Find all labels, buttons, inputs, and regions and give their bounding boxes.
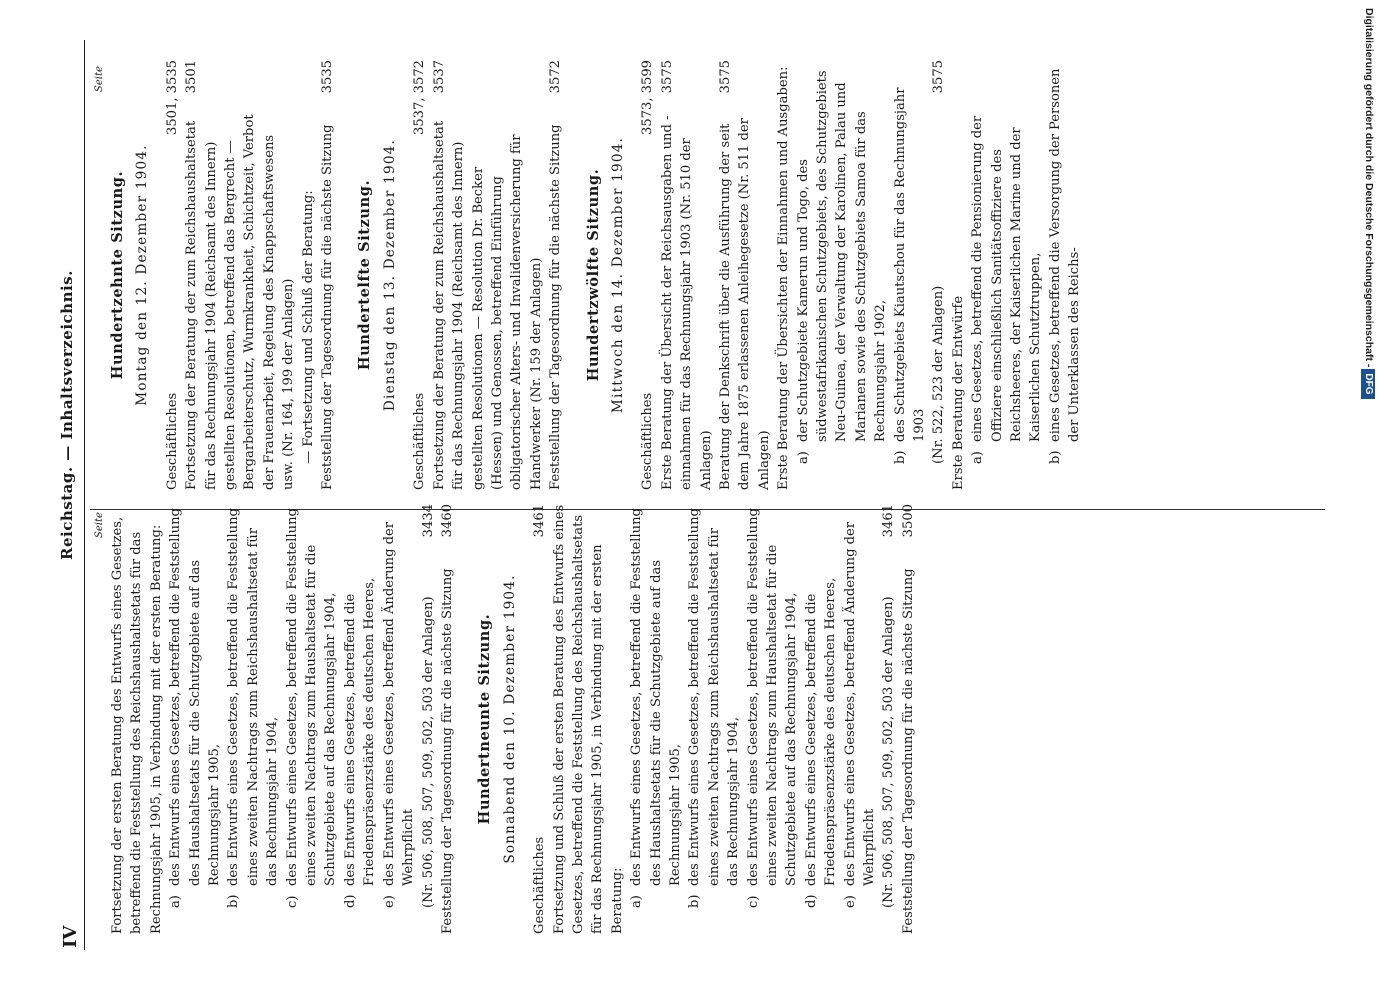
session-heading: Fortsetzung und Schluß der ersten Beratung des Entwurfs eines Gesetzes, betreffend die Feststellung des Reichshaushaltsetats für das Rechnungsjahr 1905, in Verbindung mit der ersten Beratung:	[551, 504, 625, 934]
anlagen-text: (Nr. 522, 523 der Anlagen)	[931, 285, 947, 464]
item-marker: b)	[1047, 450, 1063, 464]
item-marker: b)	[892, 450, 908, 464]
item-text: des Entwurfs eines Gesetzes, betreffend die Feststellung eines zweiten Nachtrags zum Haushaltsetat für die Schutzgebiete auf das Rechnungsjahr 1904,	[284, 508, 339, 886]
geschaeftliches-text: Geschäftliches	[412, 392, 428, 490]
session-title: Hundertelfte Sitzung.	[356, 179, 374, 371]
session-title: Hundertzwölfte Sitzung.	[584, 168, 602, 382]
page-ref: 3572	[548, 60, 564, 94]
geschaeftliches-line	[638, 60, 657, 490]
right-column	[108, 60, 1085, 490]
uebersicht-text: Erste Beratung der Übersicht der Reichsausgaben und -einnahmen für das Rechnungsjahr 1903 (Nr. 510 der Anlagen)	[659, 115, 714, 490]
page-ref: 3501	[184, 60, 200, 94]
list-item	[224, 504, 282, 934]
item-marker: a)	[795, 451, 811, 464]
item-marker: e)	[381, 895, 397, 908]
session-title: Hundertneunte Sitzung.	[476, 613, 494, 825]
list-item	[744, 504, 802, 934]
session-date: Dienstag den 13. Dezember 1904.	[381, 138, 398, 412]
item-marker: c)	[284, 895, 300, 908]
entwuerfe-heading: Erste Beratung der Entwürfe	[950, 295, 966, 490]
closing-text: Feststellung der Tagesordnung für die nächste Sitzung	[320, 124, 336, 490]
list-item	[685, 504, 743, 934]
list-item	[166, 504, 224, 934]
session-title: Hundertzehnte Sitzung.	[109, 170, 126, 380]
digitization-sidebar	[1362, 8, 1376, 993]
item-text: des Entwurfs eines Gesetzes, betreffend Änderung der Wehrpflicht	[381, 521, 417, 886]
geschaeftliches-text: Geschäftliches	[164, 392, 180, 490]
page-number: IV	[60, 925, 81, 948]
session-date: Sonnabend den 10. Dezember 1904.	[501, 574, 518, 864]
intro-heading: Fortsetzung der ersten Beratung des Entwurfs eines Gesetzes, betreffend die Feststellung des Reichshaushaltsetats für das Rechnungsjahr 1905, in Verbindung mit der ersten Beratung:	[110, 516, 164, 934]
geschaeftliches-line	[410, 60, 429, 490]
closing-text: Feststellung der Tagesordnung für die nächste Sitzung	[900, 568, 916, 934]
geschaeftliches-text: Geschäftliches	[532, 836, 548, 934]
page-ref: 3461	[881, 504, 897, 538]
item-text: des Entwurfs eines Gesetzes, betreffend die Feststellung eines zweiten Nachtrags zum Reichshaushaltsetat für das Rechnungsjahr 1904,	[226, 508, 281, 886]
item-marker: b)	[226, 894, 242, 908]
list-item	[968, 60, 1046, 490]
item-marker: c)	[745, 895, 761, 908]
list-item	[380, 504, 419, 934]
page-ref: 3500	[900, 504, 916, 538]
item-text: des Entwurfs eines Gesetzes, betreffend die Feststellung des Haushaltsetats für die Schutzgebiete auf das Rechnungsjahr 1905,	[168, 508, 223, 886]
list-item	[341, 504, 380, 934]
anlagen-text: (Nr. 506, 508, 507, 509, 502, 503 der Anlagen)	[420, 596, 436, 908]
fortsetzung-line	[430, 60, 546, 490]
anlagen-line	[929, 60, 948, 490]
page-ref: 3501, 3535	[164, 60, 180, 135]
page-ref: 3460	[439, 504, 455, 538]
item-text: des Entwurfs eines Gesetzes, betreffend die Friedenspräsenzstärke des deutschen Heeres,	[342, 577, 378, 886]
anlagen-line	[419, 504, 438, 934]
item-marker: d)	[803, 894, 819, 908]
list-item	[283, 504, 341, 934]
item-text: des Entwurfs eines Gesetzes, betreffend die Feststellung des Haushaltsetats für die Schutzgebiete auf das Rechnungsjahr 1905,	[629, 508, 683, 886]
running-head: Reichstag. — Inhaltsverzeichnis.	[58, 270, 76, 560]
geschaeftliches-line	[163, 60, 182, 490]
list-item	[802, 504, 841, 934]
page-ref: 3537	[431, 60, 447, 94]
anlagen-text: (Nr. 506, 508, 507, 509, 502, 503 der Anlagen)	[881, 596, 897, 908]
digitization-text: Digitalisierung gefördert durch die Deutsche Forschungsgemeinschaft -	[1363, 8, 1375, 368]
fortsetzung-text: Fortsetzung der Beratung der zum Reichshaushaltsetat für das Rechnungsjahr 1904 (Reichsamt des Innern) gestellten Resolutionen — Resolution Dr. Becker (Hessen) und Genossen, betreffend Einführung obligatorischer Alters- und Invalidenversicherung für Handwerker (Nr. 159 der Anlagen)	[431, 120, 544, 490]
closing-text: Feststellung der Tagesordnung für die nächste Sitzung	[548, 124, 564, 490]
geschaeftliches-text: Geschäftliches	[640, 392, 656, 490]
list-item	[1046, 60, 1085, 490]
item-text: des Entwurfs eines Gesetzes, betreffend die Feststellung eines zweiten Nachtrags zum Reichshaushaltsetat für das Rechnungsjahr 1904,	[687, 508, 742, 886]
item-text: des Entwurfs eines Gesetzes, betreffend die Friedenspräsenzstärke des deutschen Heeres,	[803, 577, 839, 886]
item-marker: b)	[687, 894, 703, 908]
page-ref: 3575	[717, 60, 733, 94]
closing-text: Feststellung der Tagesordnung für die nächste Sitzung	[439, 568, 455, 934]
closing-line	[899, 504, 918, 934]
denkschrift-line	[716, 60, 774, 490]
item-marker: e)	[842, 895, 858, 908]
item-marker: a)	[168, 895, 184, 908]
page-ref: 3434	[420, 504, 436, 538]
page-ref: 3537, 3572	[412, 60, 428, 135]
list-item	[794, 60, 891, 490]
item-marker: a)	[629, 895, 645, 908]
dfg-logo: DFG	[1361, 369, 1375, 398]
item-text: des Schutzgebiets Kiautschou für das Rechnungsjahr 1903	[892, 87, 928, 442]
seite-label-left: Seite	[94, 512, 105, 538]
item-text: des Entwurfs eines Gesetzes, betreffend Änderung der Wehrpflicht	[842, 521, 878, 886]
item-text: des Entwurfs eines Gesetzes, betreffend die Feststellung eines zweiten Nachtrags zum Haushaltsetat für die Schutzgebiete auf das Rechnungsjahr 1904,	[745, 508, 800, 886]
session-date: Montag den 12. Dezember 1904.	[134, 144, 151, 406]
item-marker: d)	[342, 894, 358, 908]
seite-label-right: Seite	[94, 66, 105, 92]
erste-beratung-heading: Erste Beratung der Übersichten der Einnahmen und Ausgaben:	[776, 66, 792, 490]
fortsetzung-schluss: — Fortsetzung und Schluß der Beratung:	[300, 190, 316, 464]
closing-line	[438, 504, 457, 934]
page-ref: 3535	[320, 60, 336, 94]
page-ref: 3573, 3599	[640, 60, 656, 135]
session-date: Mittwoch den 14. Dezember 1904.	[609, 136, 626, 414]
list-item	[841, 504, 880, 934]
denkschrift-text: Beratung der Denkschrift über die Ausführung der seit dem Jahre 1875 erlassenen Anleihegesetze (Nr. 511 der Anlagen)	[717, 118, 772, 490]
digitization-note	[1362, 8, 1376, 993]
anlagen-line	[879, 504, 898, 934]
item-text: der Schutzgebiete Kamerun und Togo, des südwestafrikanischen Schutzgebiets, des Schutzgebiets Neu-Guinea, der Verwaltung der Karolinen, Palau und Marianen sowie des Schutzgebiets Samoa für das Rechnungsjahr 1902,	[795, 70, 889, 442]
left-column	[108, 504, 918, 934]
page-ref: 3461	[532, 504, 548, 538]
uebersicht-line	[658, 60, 716, 490]
item-text: eines Gesetzes, betreffend die Versorgung der Personen der Unterklassen des Reichs-	[1047, 68, 1083, 442]
closing-line	[546, 60, 565, 490]
fortsetzung-line	[182, 60, 298, 490]
list-item	[891, 60, 930, 490]
list-item	[627, 504, 685, 934]
page-ref: 3575	[931, 60, 947, 94]
fortsetzung-text: Fortsetzung der Beratung der zum Reichshaushaltsetat für das Rechnungsjahr 1904 (Reichsamt des Innern) gestellten Resolutionen, betreffend das Bergrecht — Bergarbeiterschutz, Wurmkrankheit, Schichtzeit, Verbot der Frauenarbeit, Regelung des Knappschaftswesens usw. (Nr. 164, 199 der Anlagen)	[184, 114, 297, 490]
geschaeftliches-line	[530, 504, 549, 934]
item-text: eines Gesetzes, betreffend die Pensionierung der Offiziere einschließlich Sanitätsoffiziere des Reichsheeres, der Kaiserlichen Marine und der Kaiserlichen Schutztruppen,	[970, 115, 1044, 442]
page-ref: 3575	[659, 60, 675, 94]
item-marker: a)	[970, 451, 986, 464]
header-rule	[84, 40, 85, 950]
closing-line	[318, 60, 337, 490]
